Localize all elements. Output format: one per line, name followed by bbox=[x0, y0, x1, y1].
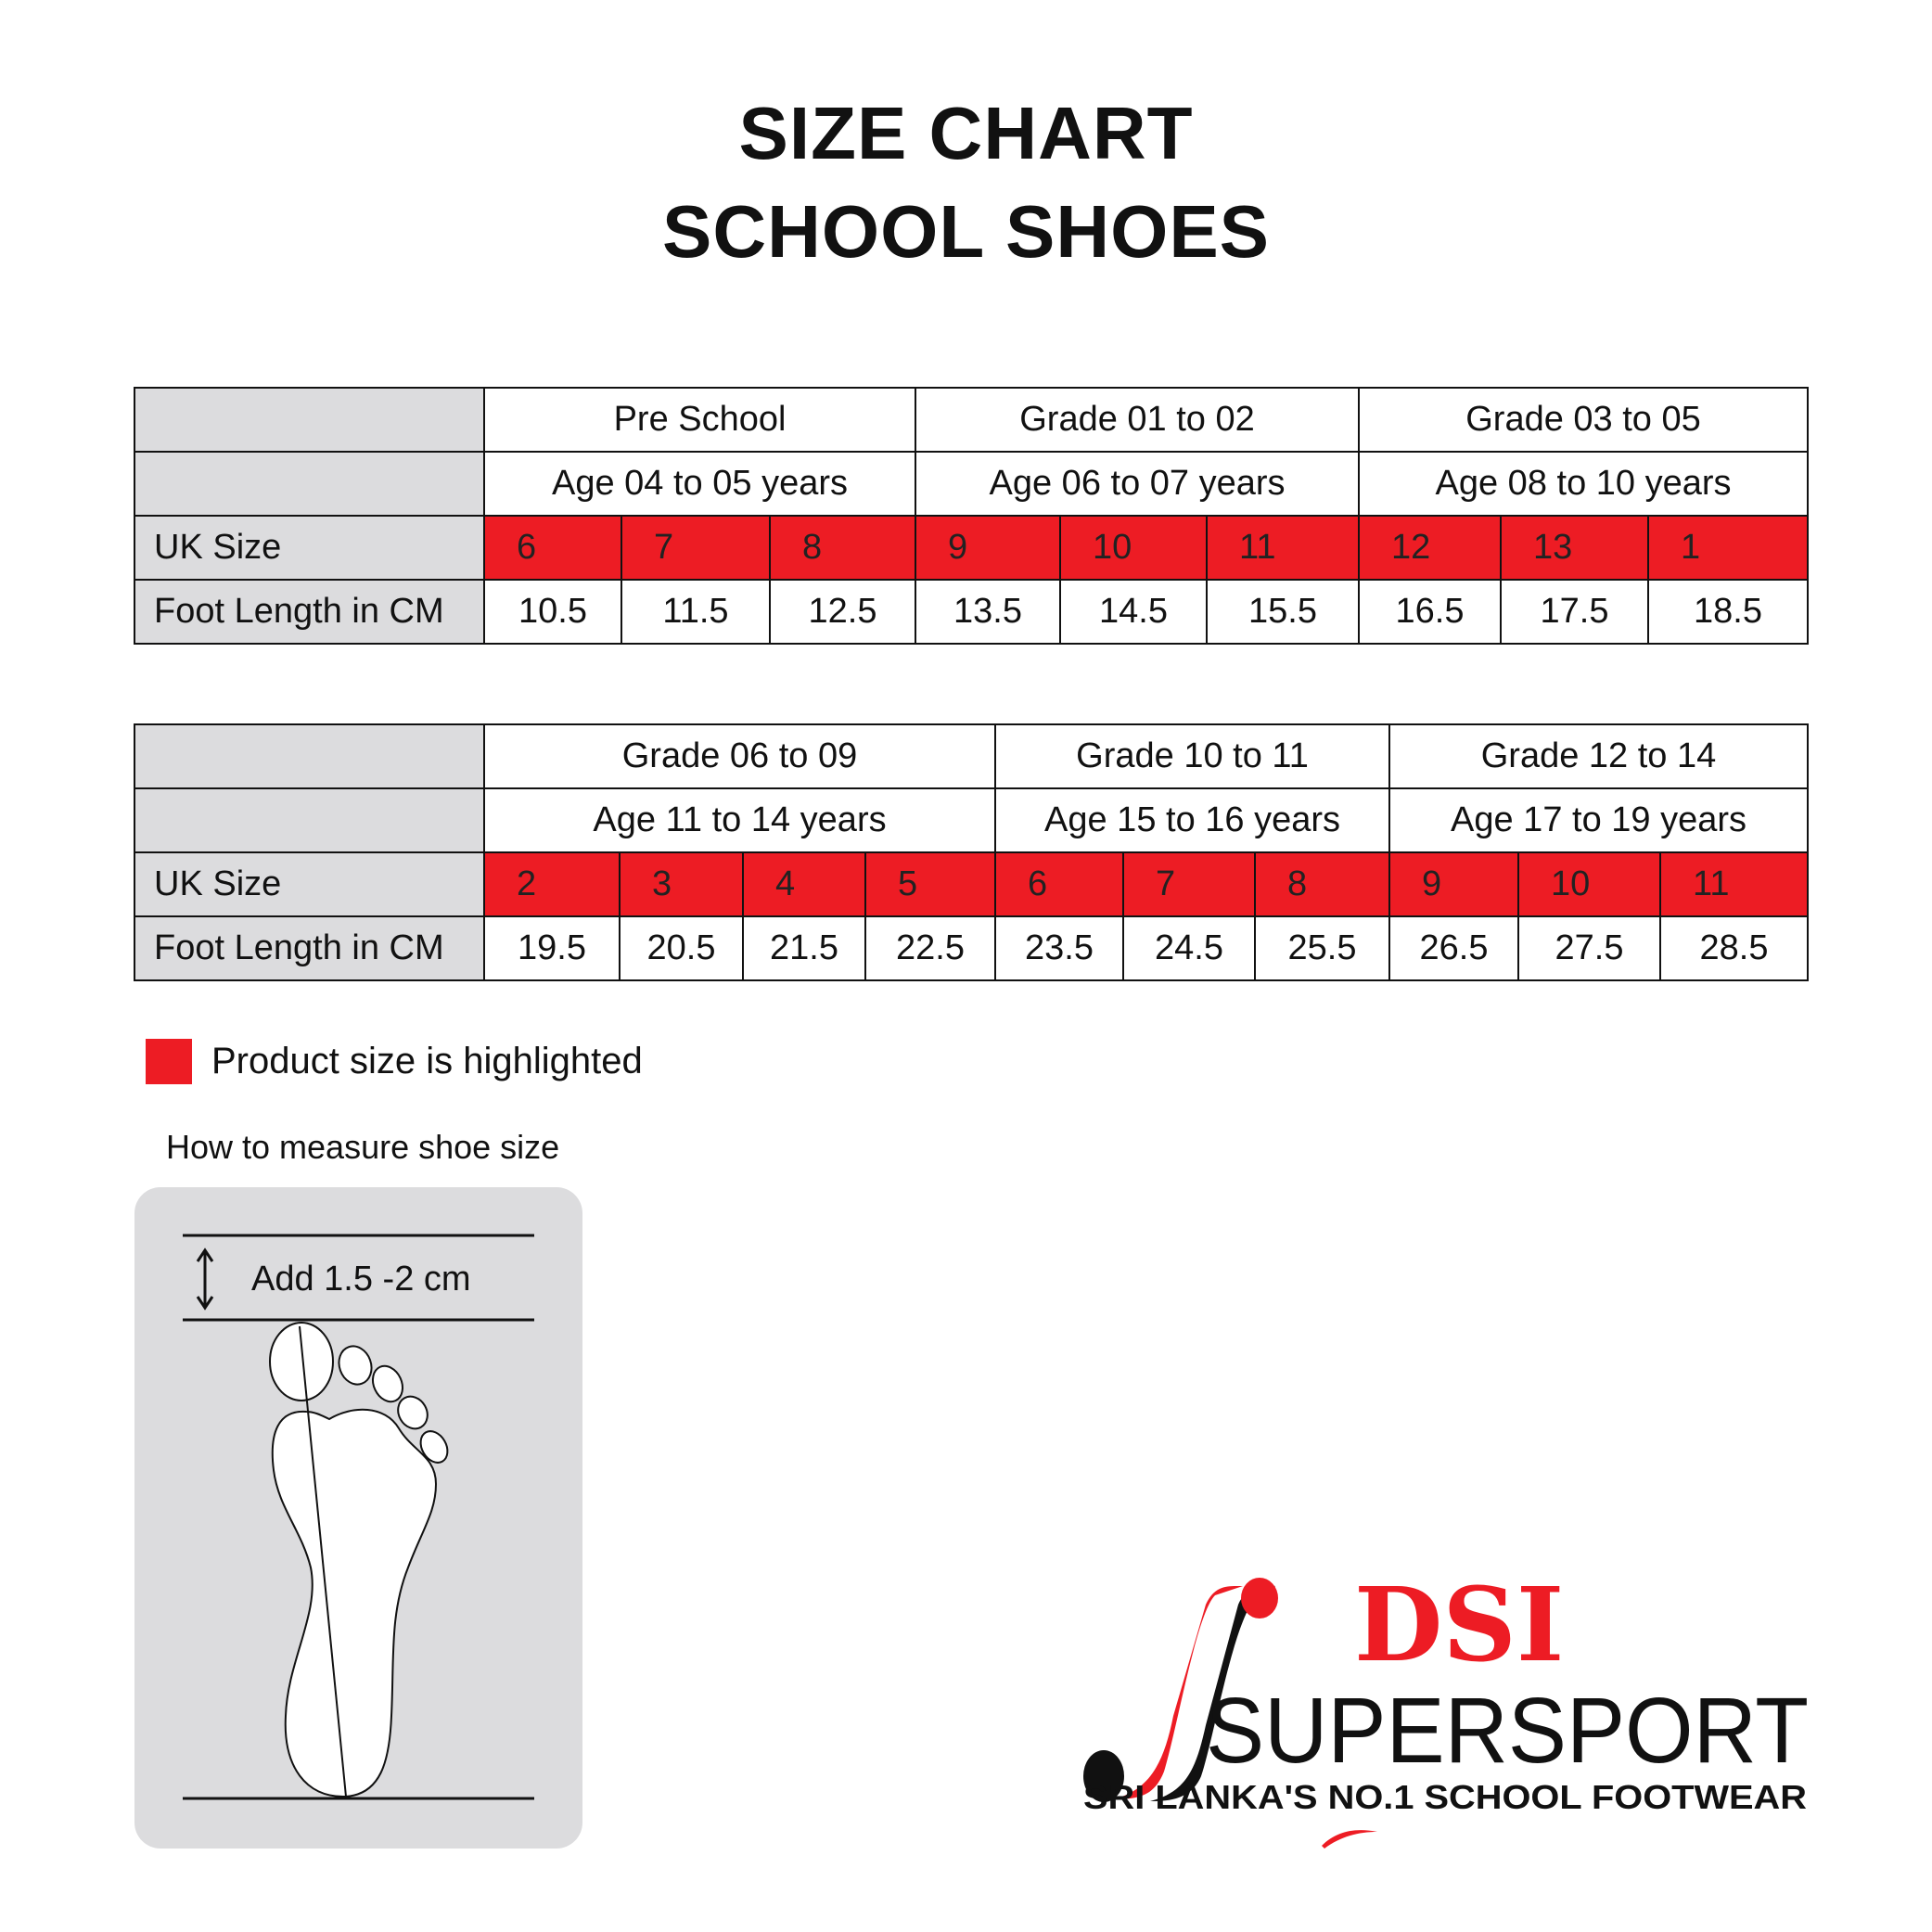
legend-label: Product size is highlighted bbox=[211, 1041, 643, 1081]
page-title: SIZE CHART bbox=[738, 92, 1194, 174]
foot-length-cell: 25.5 bbox=[1255, 916, 1389, 980]
foot-length-cell: 23.5 bbox=[995, 916, 1123, 980]
uk-size-cell: 7 bbox=[621, 516, 770, 580]
uk-size-label: UK Size bbox=[134, 852, 484, 916]
foot-length-cell: 14.5 bbox=[1060, 580, 1207, 644]
grade-header: Grade 01 to 02 bbox=[915, 388, 1359, 452]
foot-length-label: Foot Length in CM bbox=[134, 580, 484, 644]
measure-heading: How to measure shoe size bbox=[166, 1128, 560, 1166]
uk-size-cell: 3 bbox=[620, 852, 743, 916]
grade-header: Grade 10 to 11 bbox=[995, 724, 1389, 788]
logo-swoosh bbox=[1322, 1830, 1377, 1849]
foot-length-cell: 26.5 bbox=[1389, 916, 1518, 980]
logo-tagline: SRI LANKA'S NO.1 SCHOOL FOOTWEAR bbox=[1083, 1778, 1807, 1816]
uk-size-cell: 4 bbox=[743, 852, 865, 916]
foot-outline-icon bbox=[270, 1323, 453, 1797]
grade-header: Grade 03 to 05 bbox=[1359, 388, 1808, 452]
foot-length-cell: 21.5 bbox=[743, 916, 865, 980]
age-header: Age 11 to 14 years bbox=[484, 788, 995, 852]
foot-length-cell: 28.5 bbox=[1660, 916, 1808, 980]
uk-size-label: UK Size bbox=[134, 516, 484, 580]
foot-length-cell: 18.5 bbox=[1648, 580, 1808, 644]
foot-length-cell: 19.5 bbox=[484, 916, 620, 980]
uk-size-cell: 2 bbox=[484, 852, 620, 916]
uk-size-cell: 10 bbox=[1060, 516, 1207, 580]
uk-size-cell: 12 bbox=[1359, 516, 1501, 580]
foot-length-cell: 17.5 bbox=[1501, 580, 1648, 644]
grade-header: Grade 12 to 14 bbox=[1389, 724, 1808, 788]
foot-length-label: Foot Length in CM bbox=[134, 916, 484, 980]
age-header: Age 04 to 05 years bbox=[484, 452, 915, 516]
double-arrow-icon bbox=[198, 1250, 212, 1308]
foot-length-cell: 12.5 bbox=[770, 580, 915, 644]
foot-length-cell: 13.5 bbox=[915, 580, 1060, 644]
foot-length-cell: 20.5 bbox=[620, 916, 743, 980]
uk-size-cell: 5 bbox=[865, 852, 995, 916]
logo-dot-red bbox=[1241, 1578, 1278, 1619]
uk-size-cell: 13 bbox=[1501, 516, 1648, 580]
uk-size-cell: 11 bbox=[1207, 516, 1359, 580]
uk-size-cell: 11 bbox=[1660, 852, 1808, 916]
grade-header: Pre School bbox=[484, 388, 915, 452]
allowance-label: Add 1.5 -2 cm bbox=[251, 1260, 471, 1299]
page-subtitle: SCHOOL SHOES bbox=[661, 190, 1271, 273]
age-header: Age 15 to 16 years bbox=[995, 788, 1389, 852]
age-header: Age 06 to 07 years bbox=[915, 452, 1359, 516]
age-header: Age 17 to 19 years bbox=[1389, 788, 1808, 852]
uk-size-cell: 8 bbox=[770, 516, 915, 580]
uk-size-cell: 9 bbox=[1389, 852, 1518, 916]
logo-name: SUPERSPORT bbox=[1206, 1679, 1809, 1783]
uk-size-cell: 7 bbox=[1123, 852, 1255, 916]
foot-length-cell: 15.5 bbox=[1207, 580, 1359, 644]
foot-length-cell: 16.5 bbox=[1359, 580, 1501, 644]
uk-size-cell: 10 bbox=[1518, 852, 1660, 916]
uk-size-cell: 6 bbox=[484, 516, 621, 580]
grade-header: Grade 06 to 09 bbox=[484, 724, 995, 788]
logo-brand: DSI bbox=[1354, 1577, 1565, 1684]
uk-size-cell: 8 bbox=[1255, 852, 1389, 916]
foot-length-cell: 27.5 bbox=[1518, 916, 1660, 980]
uk-size-cell: 6 bbox=[995, 852, 1123, 916]
uk-size-cell: 9 bbox=[915, 516, 1060, 580]
dsi-supersport-logo bbox=[1076, 1577, 1818, 1855]
foot-length-cell: 10.5 bbox=[484, 580, 621, 644]
uk-size-cell: 1 bbox=[1648, 516, 1808, 580]
foot-length-cell: 11.5 bbox=[621, 580, 770, 644]
age-header: Age 08 to 10 years bbox=[1359, 452, 1808, 516]
foot-length-cell: 24.5 bbox=[1123, 916, 1255, 980]
foot-length-cell: 22.5 bbox=[865, 916, 995, 980]
